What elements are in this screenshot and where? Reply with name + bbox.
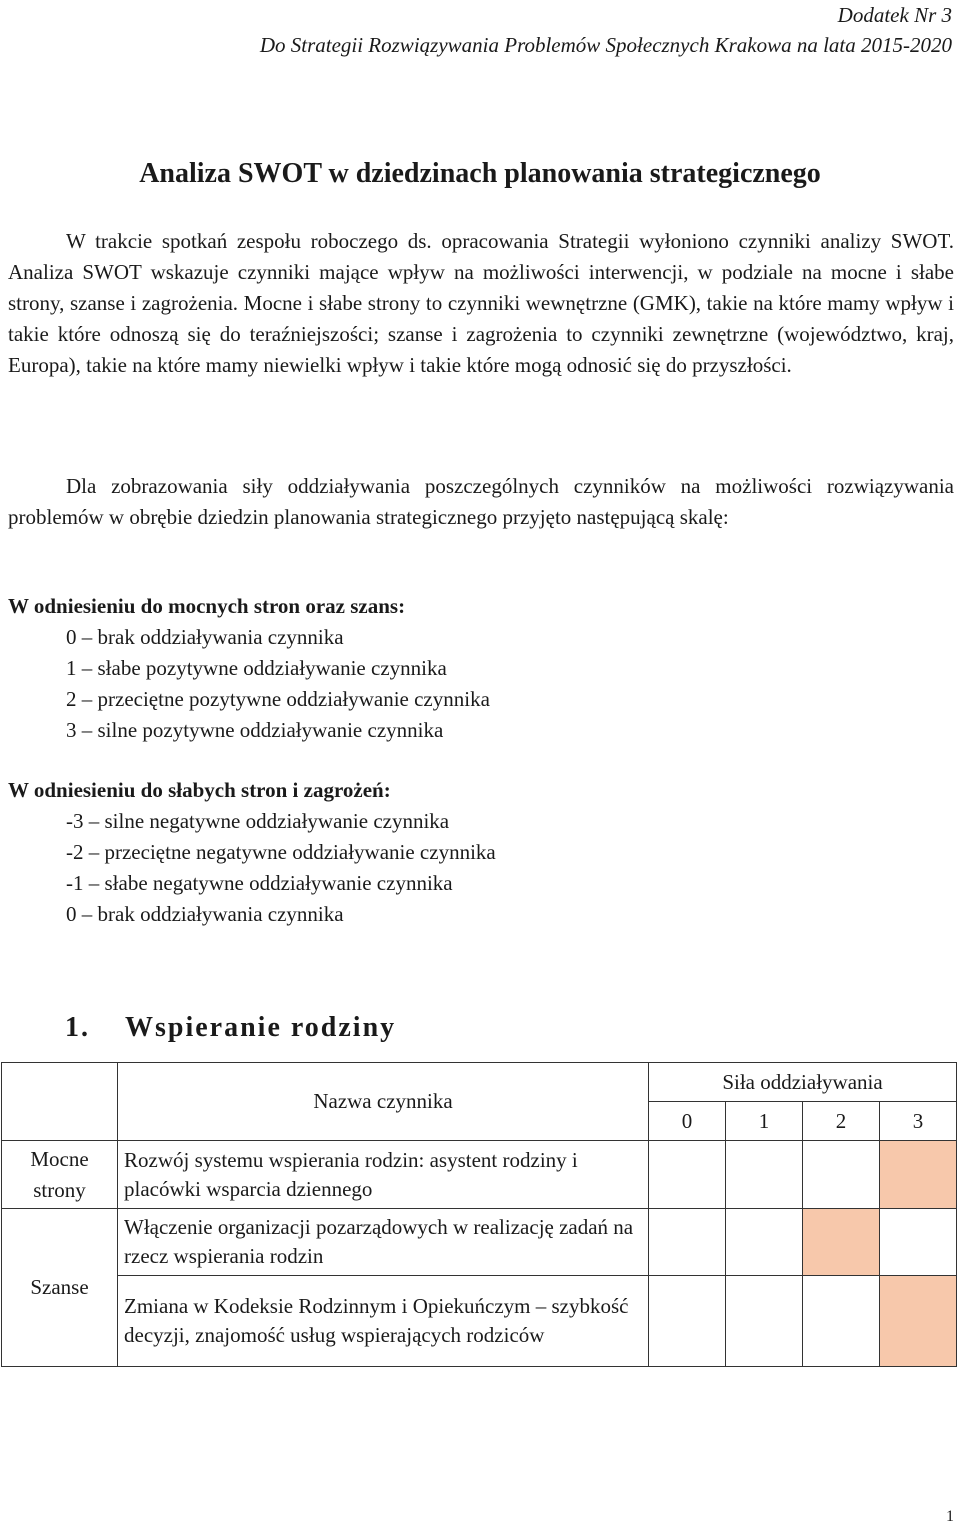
scale-item: 1 – słabe pozytywne oddziaływanie czynnika xyxy=(66,656,447,680)
group-label-strengths: Mocne strony xyxy=(2,1141,118,1209)
page-number: 1 xyxy=(946,1508,954,1525)
strength-cell xyxy=(726,1276,803,1367)
scale-item: 0 – brak oddziaływania czynnika xyxy=(66,625,344,649)
scale-item: 0 – brak oddziaływania czynnika xyxy=(66,902,344,926)
header-empty-cell xyxy=(2,1063,118,1141)
strength-cell xyxy=(803,1141,880,1209)
scale-item: 3 – silne pozytywne oddziaływanie czynnika xyxy=(66,718,444,742)
factor-cell: Zmiana w Kodeksie Rodzinnym i Opiekuńczym – szybkość decyzji, znajomość usług wspierających rodziców xyxy=(118,1276,649,1367)
scale-intro-paragraph xyxy=(8,471,954,533)
scale-3-header: 3 xyxy=(880,1102,957,1141)
intro-text: W trakcie spotkań zespołu roboczego ds. opracowania Strategii wyłoniono czynniki analizy SWOT. Analiza SWOT wskazuje czynniki mające wpływ na możliwości interwencji, w podziale na mocne i słabe strony, szanse i zagrożenia. Mocne i słabe strony to czynniki wewnętrzne (GMK), takie na które mamy wpływ i takie które odnoszą się do teraźniejszości; szanse i zagrożenia to czynniki zewnętrzne (województwo, kraj, Europa), takie na które mamy niewielki wpływ i takie które mogą odnosić się do przyszłości. xyxy=(8,229,954,377)
strength-cell xyxy=(880,1141,957,1209)
strength-cell xyxy=(803,1209,880,1276)
swot-table xyxy=(1,1062,957,1367)
section-heading xyxy=(65,1012,396,1044)
factor-cell: Rozwój systemu wspierania rodzin: asystent rodziny i placówki wsparcia dziennego xyxy=(118,1141,649,1209)
strength-cell xyxy=(649,1276,726,1367)
strength-cell xyxy=(726,1209,803,1276)
positive-scale-heading: W odniesieniu do mocnych stron oraz szans: xyxy=(8,594,406,618)
intro-paragraph xyxy=(8,226,954,381)
positive-scale xyxy=(8,591,490,746)
strength-cell xyxy=(726,1141,803,1209)
table-header-row xyxy=(2,1063,957,1102)
strength-cell xyxy=(649,1141,726,1209)
scale-0-header: 0 xyxy=(649,1102,726,1141)
negative-scale-heading: W odniesieniu do słabych stron i zagrożeń: xyxy=(8,778,391,802)
scale-item: -1 – słabe negatywne oddziaływanie czynnika xyxy=(66,871,453,895)
group-label-opportunities: Szanse xyxy=(2,1209,118,1367)
strategy-title: Do Strategii Rozwiązywania Problemów Społecznych Krakowa na lata 2015-2020 xyxy=(259,33,952,57)
table-row xyxy=(2,1276,957,1367)
scale-1-header: 1 xyxy=(726,1102,803,1141)
scale-intro-text: Dla zobrazowania siły oddziaływania poszczególnych czynników na możliwości rozwiązywania problemów w obrębie dziedzin planowania strategicznego przyjęto następującą skalę: xyxy=(8,474,954,529)
table-row xyxy=(2,1209,957,1276)
document-header xyxy=(260,0,952,60)
section-title: Wspieranie rodziny xyxy=(125,1012,397,1043)
scale-item: 2 – przeciętne pozytywne oddziaływanie czynnika xyxy=(66,687,490,711)
strength-cell xyxy=(803,1276,880,1367)
negative-scale xyxy=(8,775,496,930)
scale-item: -2 – przeciętne negatywne oddziaływanie czynnika xyxy=(66,840,496,864)
section-number: 1. xyxy=(65,1012,90,1043)
scale-2-header: 2 xyxy=(803,1102,880,1141)
appendix-label: Dodatek Nr 3 xyxy=(837,3,952,27)
table-row xyxy=(2,1141,957,1209)
strength-cell xyxy=(880,1209,957,1276)
factor-name-header: Nazwa czynnika xyxy=(118,1063,649,1141)
page-title: Analiza SWOT w dziedzinach planowania strategicznego xyxy=(139,158,821,189)
factor-cell: Włączenie organizacji pozarządowych w realizację zadań na rzecz wspierania rodzin xyxy=(118,1209,649,1276)
strength-cell xyxy=(880,1276,957,1367)
strength-header: Siła oddziaływania xyxy=(649,1063,957,1102)
scale-item: -3 – silne negatywne oddziaływanie czynnika xyxy=(66,809,450,833)
strength-cell xyxy=(649,1209,726,1276)
